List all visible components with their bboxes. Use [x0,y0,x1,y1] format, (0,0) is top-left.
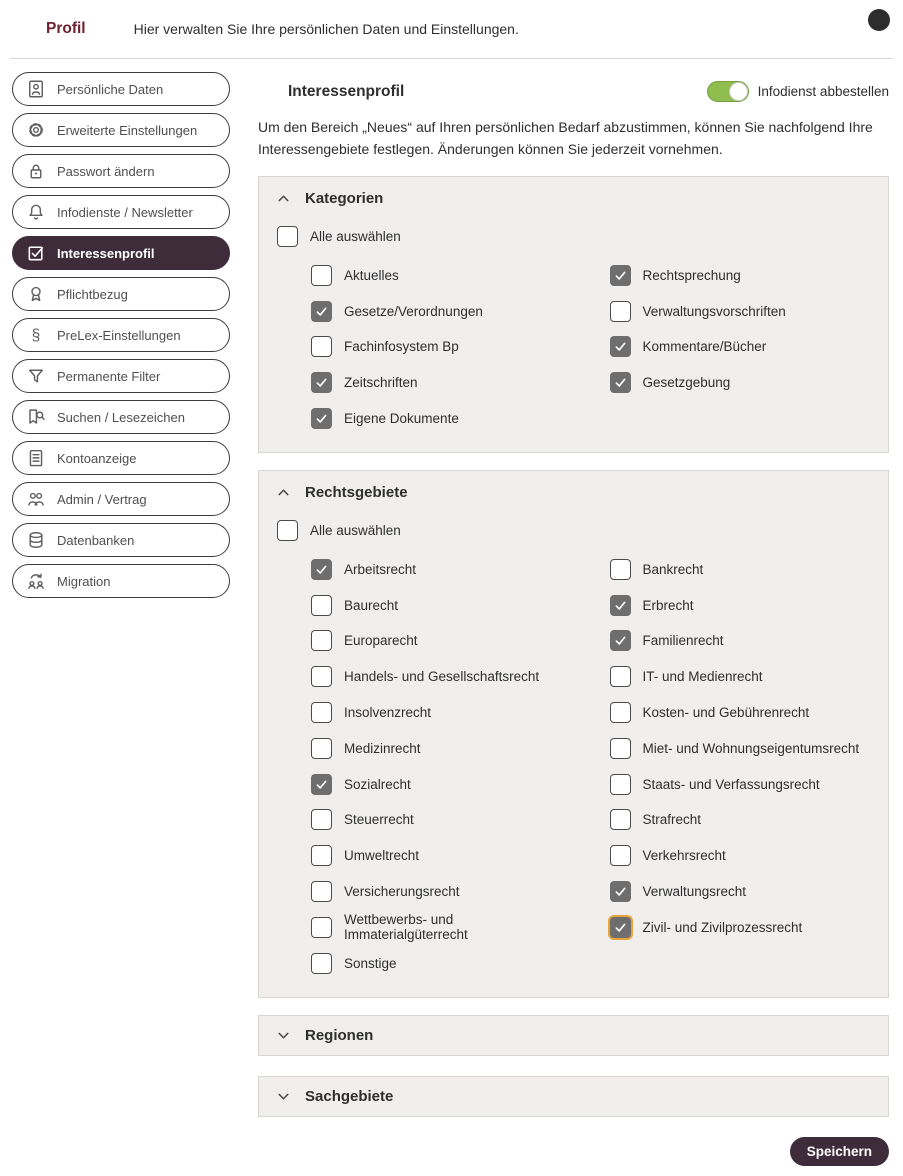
checkbox-label: Handels- und Gesellschaftsrecht [344,669,540,685]
close-button[interactable] [868,9,890,31]
checkbox-zeitschriften[interactable] [311,372,332,393]
checkbox-row-verkehrsrecht [610,838,873,874]
svg-text:§: § [31,327,41,345]
sidebar-item-persoenliche-daten[interactable] [12,72,230,106]
sidebar-item-migration[interactable] [12,564,230,598]
checkbox-label: Verkehrsrecht [642,848,726,864]
window-header [0,0,903,58]
checkbox-row-kosten-und-gebührenrecht [610,695,873,731]
checkbox-umweltrecht[interactable] [311,845,332,866]
sidebar-item-passwort-aendern[interactable] [12,154,230,188]
badge-icon [26,284,46,304]
checkbox-label: Kommentare/Bücher [642,339,767,355]
checkbox-row-strafrecht [610,802,873,838]
checkbox-row-erbrecht [610,587,873,623]
checkbox-label: Eigene Dokumente [344,410,459,426]
section-title: Sachgebiete [305,1087,394,1105]
checkbox-aktuelles[interactable] [311,265,332,286]
checkbox-row-umweltrecht [311,838,574,874]
chevron-down-icon [275,1088,292,1105]
checkbox-erbrecht[interactable] [610,595,631,616]
checkbox-label: Familienrecht [642,633,724,649]
checkbox-label: Medizinrecht [344,740,421,756]
checkbox-label: Aktuelles [344,267,399,283]
sidebar-item-label: Passwort ändern [57,163,155,179]
checkbox-label: Gesetzgebung [642,375,731,391]
checkbox-alle-auswaehlen[interactable] [277,520,298,541]
sidebar-item-datenbanken[interactable] [12,523,230,557]
checkbox-row-handels-und-gesellschaftsrecht [311,659,574,695]
checkbox-row-zivil-und-zivilprozessrecht [610,909,873,945]
checkbox-kosten-und-gebührenrecht[interactable] [610,702,631,723]
checkbox-verwaltungsrecht[interactable] [610,881,631,902]
checkbox-miet-und-wohnungseigentumsrecht[interactable] [610,738,631,759]
checkbox-handels-und-gesellschaftsrecht[interactable] [311,666,332,687]
checkbox-label: Miet- und Wohnungseigentumsrecht [642,740,860,756]
sidebar-item-kontoanzeige[interactable] [12,441,230,475]
checkbox-row-gesetzgebung [610,365,873,401]
checkbox-row-zeitschriften [311,365,574,401]
checkbox-label: Rechtsprechung [642,267,741,283]
checkbox-label: Bankrecht [642,561,704,577]
checkbox-zivil-und-zivilprozessrecht[interactable] [610,917,631,938]
paragraph-icon [26,325,46,345]
bell-icon [26,202,46,222]
checkbox-row-baurecht [311,587,574,623]
toggle-knob [729,82,748,101]
person-icon [14,17,38,41]
page-subtitle: Hier verwalten Sie Ihre persönlichen Daten und Einstellungen. [133,21,519,37]
sidebar-item-label: Kontoanzeige [57,450,137,466]
checkbox-label: Gesetze/Verordnungen [344,303,483,319]
sidebar-item-interessenprofil[interactable] [12,236,230,270]
checkbox-steuerrecht[interactable] [311,809,332,830]
checkbox-gesetze-verordnungen[interactable] [311,301,332,322]
sidebar-item-label: Admin / Vertrag [57,491,147,507]
description-text: Um den Bereich „Neues“ auf Ihren persönlichen Bedarf abzustimmen, können Sie nachfolgend Ihre Interessengebiete festlegen. Änderungen können Sie jederzeit vornehmen. [258,119,873,157]
checkbox-insolvenzrecht[interactable] [311,702,332,723]
select-all-row [277,222,872,250]
checkbox-row-fachinfosystem-bp [311,329,574,365]
checkbox-bankrecht[interactable] [610,559,631,580]
filter-icon [26,366,46,386]
sections-container [258,176,889,1117]
checkbox-row-aktuelles [311,257,574,293]
sidebar-item-erweiterte-einstellungen[interactable] [12,113,230,147]
checkbox-label: Verwaltungsrecht [642,883,747,899]
id-card-icon [26,79,46,99]
chevron-up-icon [275,484,292,501]
checkbox-row-bankrecht [610,551,873,587]
sidebar-item-prelex-einstellungen[interactable] [12,318,230,352]
section-title: Kategorien [305,190,384,208]
page-title: Profil [46,20,86,37]
interest-profile-icon [258,82,278,102]
sidebar-item-admin-vertrag[interactable] [12,482,230,516]
checkbox-row-gesetze-verordnungen [311,293,574,329]
sidebar-item-label: Persönliche Daten [57,81,164,97]
select-all-label: Alle auswählen [310,522,401,538]
checkbox-rechtsprechung[interactable] [610,265,631,286]
checkbox-verkehrsrecht[interactable] [610,845,631,866]
checkbox-row-steuerrecht [311,802,574,838]
checkbox-label: Staats- und Verfassungsrecht [642,776,820,792]
sidebar-item-suchen-lesezeichen[interactable] [12,400,230,434]
checkbox-label: Wettbewerbs- und Immaterialgüterrecht [344,912,468,943]
sidebar-item-label: Infodienste / Newsletter [57,204,193,220]
checkbox-kommentare-bücher[interactable] [610,336,631,357]
sidebar [12,72,230,1176]
checkbox-label: Steuerrecht [344,812,414,828]
checkbox-row-eigene-dokumente [311,401,574,437]
interest-profile-panel [258,72,889,1176]
checkbox-label: Umweltrecht [344,848,420,864]
checkbox-strafrecht[interactable] [610,809,631,830]
checkbox-label: Kosten- und Gebührenrecht [642,704,810,720]
checkbox-row-sonstige [311,945,574,981]
checkbox-europarecht[interactable] [311,630,332,651]
checkbox-row-staats-und-verfassungsrecht [610,766,873,802]
checkbox-gesetzgebung[interactable] [610,372,631,393]
close-icon [863,8,887,32]
gear-icon [26,120,46,140]
section-header-kategorien[interactable] [275,190,872,207]
checkbox-row-rechtsprechung [610,257,873,293]
checkbox-label: Arbeitsrecht [344,561,417,577]
checkbox-sonstige[interactable] [311,953,332,974]
sidebar-item-label: PreLex-Einstellungen [57,327,181,343]
checkbox-label: Sonstige [344,955,397,971]
checkbox-label: Sozialrecht [344,776,411,792]
database-icon [26,530,46,550]
sidebar-item-label: Migration [57,573,111,589]
sidebar-item-pflichtbezug[interactable] [12,277,230,311]
checkbox-label: Verwaltungsvorschriften [642,303,786,319]
checkbox-fachinfosystem-bp[interactable] [311,336,332,357]
select-all-label: Alle auswählen [310,228,401,244]
checkbox-row-medizinrecht [311,730,574,766]
checkbox-versicherungsrecht[interactable] [311,881,332,902]
checkbox-verwaltungsvorschriften[interactable] [610,301,631,322]
checkbox-row-it-und-medienrecht [610,659,873,695]
migration-icon [26,571,46,591]
section-header-regionen[interactable] [275,1027,872,1044]
checkbox-row-versicherungsrecht [311,874,574,910]
section-title: Interessenprofil [288,82,405,100]
checkbox-eigene-dokumente[interactable] [311,408,332,429]
checkbox-row-miet-und-wohnungseigentumsrecht [610,730,873,766]
checkbox-row-verwaltungsvorschriften [610,293,873,329]
select-all-row [277,516,872,544]
sidebar-item-label: Permanente Filter [57,368,161,384]
checkbox-row-kommentare-bücher [610,329,873,365]
checkbox-label: Insolvenzrecht [344,704,432,720]
checkbox-label: Erbrecht [642,597,694,613]
checkbox-row-verwaltungsrecht [610,874,873,910]
section-sachgebiete [258,1076,889,1117]
checkbox-label: Europarecht [344,633,418,649]
checkbox-row-europarecht [311,623,574,659]
toggle-label: Infodienst abbestellen [757,84,889,99]
checkbox-staats-und-verfassungsrecht[interactable] [610,774,631,795]
checkbox-arbeitsrecht[interactable] [311,559,332,580]
lock-icon [26,161,46,181]
checkbox-label: IT- und Medienrecht [642,669,763,685]
sidebar-item-infodienste-newsletter[interactable] [12,195,230,229]
checkbox-it-und-medienrecht[interactable] [610,666,631,687]
save-button[interactable]: Speichern [790,1137,889,1166]
checkbox-label: Baurecht [344,597,399,613]
checkbox-label: Zeitschriften [344,375,418,391]
sidebar-item-label: Pflichtbezug [57,286,128,302]
section-kategorien [258,176,889,453]
section-title: Rechtsgebiete [305,484,408,502]
checkbox-familienrecht[interactable] [610,630,631,651]
checkbox-medizinrecht[interactable] [311,738,332,759]
document-icon [26,448,46,468]
sidebar-item-label: Interessenprofil [57,245,155,261]
sidebar-item-permanente-filter[interactable] [12,359,230,393]
chevron-up-icon [275,190,292,207]
checkbox-row-sozialrecht [311,766,574,802]
checkbox-alle-auswaehlen[interactable] [277,226,298,247]
checkbox-row-arbeitsrecht [311,551,574,587]
users-icon [26,489,46,509]
section-title: Regionen [305,1026,374,1044]
sidebar-item-label: Datenbanken [57,532,135,548]
section-rechtsgebiete [258,470,889,998]
checkbox-row-familienrecht [610,623,873,659]
section-regionen [258,1015,889,1056]
checkbox-wettbewerbs-und-immaterialgüterrecht[interactable] [311,917,332,938]
infodienst-toggle[interactable] [707,81,749,102]
sidebar-item-label: Erweiterte Einstellungen [57,122,198,138]
chevron-down-icon [275,1027,292,1044]
checkbox-row-insolvenzrecht [311,695,574,731]
checked-box-icon [26,243,46,263]
sidebar-item-label: Suchen / Lesezeichen [57,409,185,425]
checkbox-label: Strafrecht [642,812,702,828]
checkbox-sozialrecht[interactable] [311,774,332,795]
section-header-rechtsgebiete[interactable] [275,484,872,501]
checkbox-label: Fachinfosystem Bp [344,339,459,355]
checkbox-baurecht[interactable] [311,595,332,616]
checkbox-label: Zivil- und Zivilprozessrecht [642,919,803,935]
bookmark-search-icon [26,407,46,427]
checkbox-row-wettbewerbs-und-immaterialgüterrecht [311,909,574,945]
section-header-sachgebiete[interactable] [275,1088,872,1105]
checkbox-label: Versicherungsrecht [344,883,460,899]
